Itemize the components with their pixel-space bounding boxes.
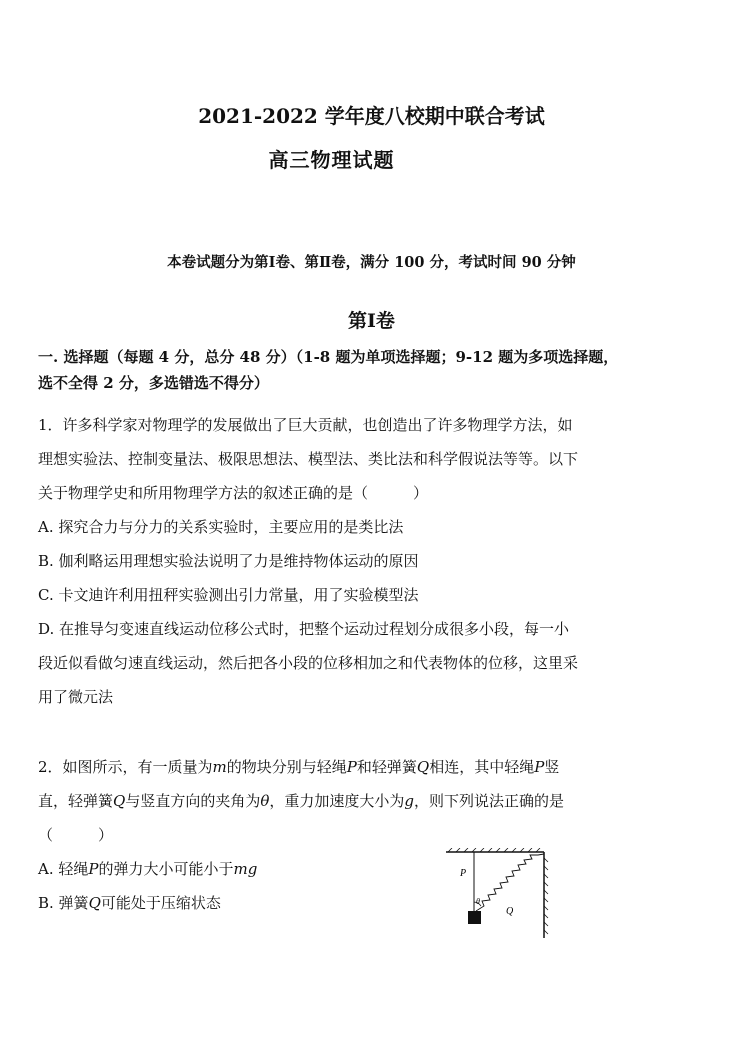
q2-text: 直，轻弹簧 xyxy=(38,792,114,810)
exam-title: 2021-2022 学年度八校期中联合考试 xyxy=(198,104,545,128)
question-1-line2: 理想实验法、控制变量法、极限思想法、模型法、类比法和科学假说法等等。以下 xyxy=(38,450,579,468)
q2-text: A. 轻绳 xyxy=(38,860,89,878)
question-1-line1: 1．许多科学家对物理学的发展做出了巨大贡献，也创造出了许多物理学方法，如 xyxy=(38,416,573,434)
q2-text: 与竖直方向的夹角为 xyxy=(125,792,261,810)
q2-text: 的弹力大小可能小于 xyxy=(98,860,234,878)
q2-text: B. 弹簧 xyxy=(38,894,89,912)
question-1-option-d-line1: D. 在推导匀变速直线运动位移公式时，把整个运动过程划分成很多小段，每一小 xyxy=(38,620,570,638)
question-1-option-a: A. 探究合力与分力的关系实验时，主要应用的是类比法 xyxy=(38,518,404,536)
exam-note: 本卷试题分为第Ⅰ卷、第Ⅱ卷，满分 100 分，考试时间 90 分钟 xyxy=(167,254,576,271)
q2-text: ，重力加速度大小为 xyxy=(269,792,405,810)
q2-text: 2．如图所示，有一质量为 xyxy=(38,758,213,776)
question-2-option-b xyxy=(38,886,706,920)
var-p: P xyxy=(88,860,99,878)
physics-figure xyxy=(440,848,560,940)
var-theta: θ xyxy=(260,792,270,810)
question-1-option-d-line3: 用了微元法 xyxy=(38,688,114,706)
var-q: Q xyxy=(88,894,101,912)
var-q: Q xyxy=(113,792,126,810)
q2-text: 相连，其中轻绳 xyxy=(429,758,535,776)
q2-text: 和轻弹簧 xyxy=(356,758,417,776)
section-heading-line1: 一. 选择题（每题 4 分，总分 48 分）（1-8 题为单项选择题；9-12 题为多项选择题， xyxy=(38,348,619,366)
label-theta: θ xyxy=(476,897,480,906)
question-2-line2 xyxy=(38,784,706,818)
question-1-line3: 关于物理学史和所用物理学方法的叙述正确的是（ ） xyxy=(38,484,429,502)
q2-text: 可能处于压缩状态 xyxy=(100,894,221,912)
q2-text: 的物块分别与轻绳 xyxy=(226,758,347,776)
section-heading xyxy=(38,344,710,396)
question-1 xyxy=(38,408,706,714)
question-2 xyxy=(38,750,706,920)
label-q: Q xyxy=(506,906,514,917)
var-mg: mg xyxy=(233,860,258,878)
question-1-option-c: C. 卡文迪许利用扭秤实验测出引力常量，用了实验模型法 xyxy=(38,586,419,604)
var-p: P xyxy=(534,758,545,776)
question-2-line1 xyxy=(38,750,706,784)
section-heading-line2: 选不全得 2 分，多选错选不得分） xyxy=(38,374,269,392)
spring-q xyxy=(476,854,544,911)
exam-subtitle: 高三物理试题 xyxy=(268,148,395,172)
question-2-option-a xyxy=(38,852,706,886)
var-p: P xyxy=(346,758,357,776)
question-1-option-b: B. 伽利略运用理想实验法说明了力是维持物体运动的原因 xyxy=(38,552,419,570)
question-1-option-d-line2: 段近似看做匀速直线运动，然后把各小段的位移相加之和代表物体的位移，这里采 xyxy=(38,654,579,672)
q2-text: ，则下列说法正确的是 xyxy=(414,792,565,810)
var-q: Q xyxy=(416,758,430,776)
var-g: g xyxy=(404,792,414,810)
block-mass xyxy=(468,911,481,924)
question-2-line3: （ ） xyxy=(38,826,114,844)
label-p: P xyxy=(460,868,467,879)
volume-heading: 第Ⅰ卷 xyxy=(348,310,395,332)
var-m: m xyxy=(212,758,227,776)
q2-text: 竖 xyxy=(544,758,560,776)
